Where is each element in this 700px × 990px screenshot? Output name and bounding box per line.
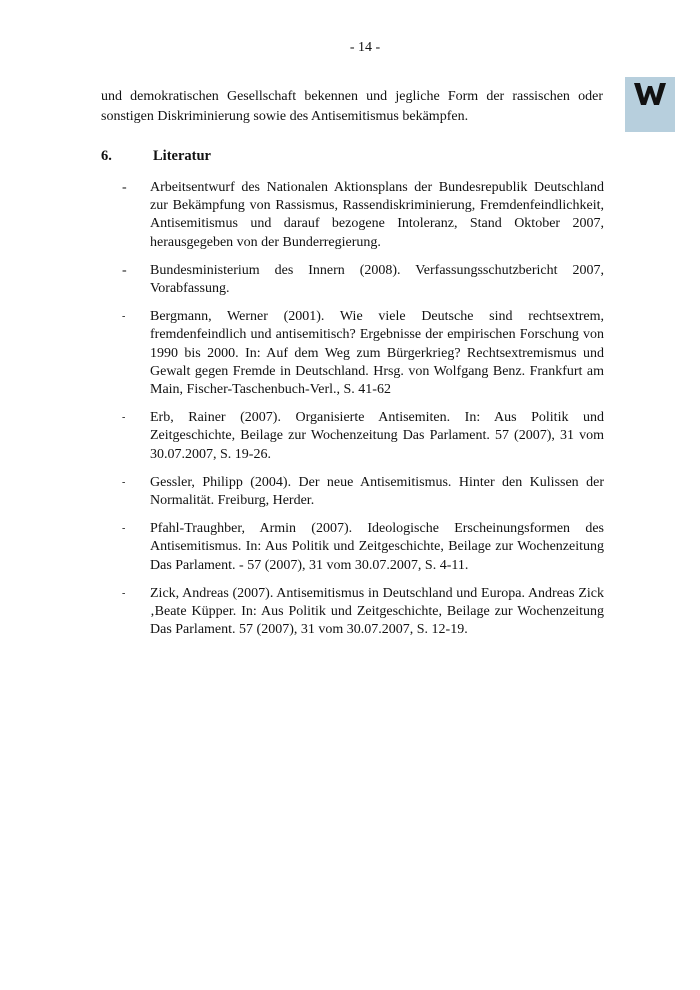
list-bullet: - (122, 587, 126, 599)
reference-item (122, 179, 604, 252)
reference-text: Pfahl-Traughber, Armin (2007). Ideologische Erscheinungsformen des Antisemitismus. In: Aus Politik und Zeitgeschichte, Beilage zur Wochenzeitung Das Parlament. - 57 (2007), 31 vom 30.07.2007, S. 4-11. (150, 521, 604, 573)
reference-item (122, 585, 604, 640)
page-number: - 14 - (349, 40, 381, 55)
reference-text: Bergmann, Werner (2001). Wie viele Deutsche sind rechtsextrem, fremdenfeindlich und antisemitisch? Ergebnisse der empirischen Forschung von 1990 bis 2000. In: Auf dem Weg zum Bürgerkrieg? Rechtsextremismus und Gewalt gegen Fremde in Deutschland. Hrsg. von Wolfgang Benz. Frankfurt am Main, Fischer-Taschenbuch-Verl., S. 41-62 (150, 309, 604, 398)
list-bullet: - (122, 476, 126, 488)
reference-text: Zick, Andreas (2007). Antisemitismus in Deutschland und Europa. Andreas Zick ‚Beate Küpper. In: Aus Politik und Zeitgeschichte, Beilage zur Wochenzeitung Das Parlament. 57 (2007), 31 vom 30.07.2007, S. 12-19. (150, 585, 604, 638)
reference-text: Gessler, Philipp (2004). Der neue Antisemitismus. Hinter den Kulissen der Normalität. Freiburg, Herder. (150, 474, 604, 509)
reference-text: Bundesministerium des Innern (2008). Verfassungsschutzbericht 2007, Vorabfassung. (150, 262, 604, 297)
reference-text: Erb, Rainer (2007). Organisierte Antisemiten. In: Aus Politik und Zeitgeschichte, Beilage zur Wochenzeitung Das Parlament. 57 (2007), 31 vom 30.07.2007, S. 19-26. (150, 410, 604, 462)
list-bullet: - (122, 311, 126, 323)
reference-item (122, 409, 604, 464)
section-heading (101, 148, 501, 165)
section-number: 6. (101, 148, 112, 164)
section-title: Literatur (153, 148, 211, 164)
list-bullet: - (122, 262, 127, 278)
reference-item (122, 308, 604, 399)
reference-list (122, 179, 604, 649)
w-letter-icon (633, 81, 667, 107)
list-bullet: - (122, 412, 126, 424)
list-bullet: - (122, 523, 126, 535)
list-bullet: - (122, 180, 127, 195)
reference-text: Arbeitsentwurf des Nationalen Aktionsplans der Bundesrepublik Deutschland zur Bekämpfung von Rassismus, Rassendiskriminierung, Fremdenfeindlichkeit, Antisemitismus und darauf bezogene Intoleranz, Stand Oktober 2007, herausgegeben von der Bunderregierung. (150, 180, 604, 250)
w-logo-icon (625, 77, 675, 132)
reference-item (122, 474, 604, 510)
reference-item (122, 262, 604, 298)
reference-item (122, 520, 604, 575)
intro-paragraph: und demokratischen Gesellschaft bekennen und jegliche Form der rassischen oder sonstigen Diskriminierung sowie des Antisemitismus bekämpfen. (101, 89, 603, 124)
